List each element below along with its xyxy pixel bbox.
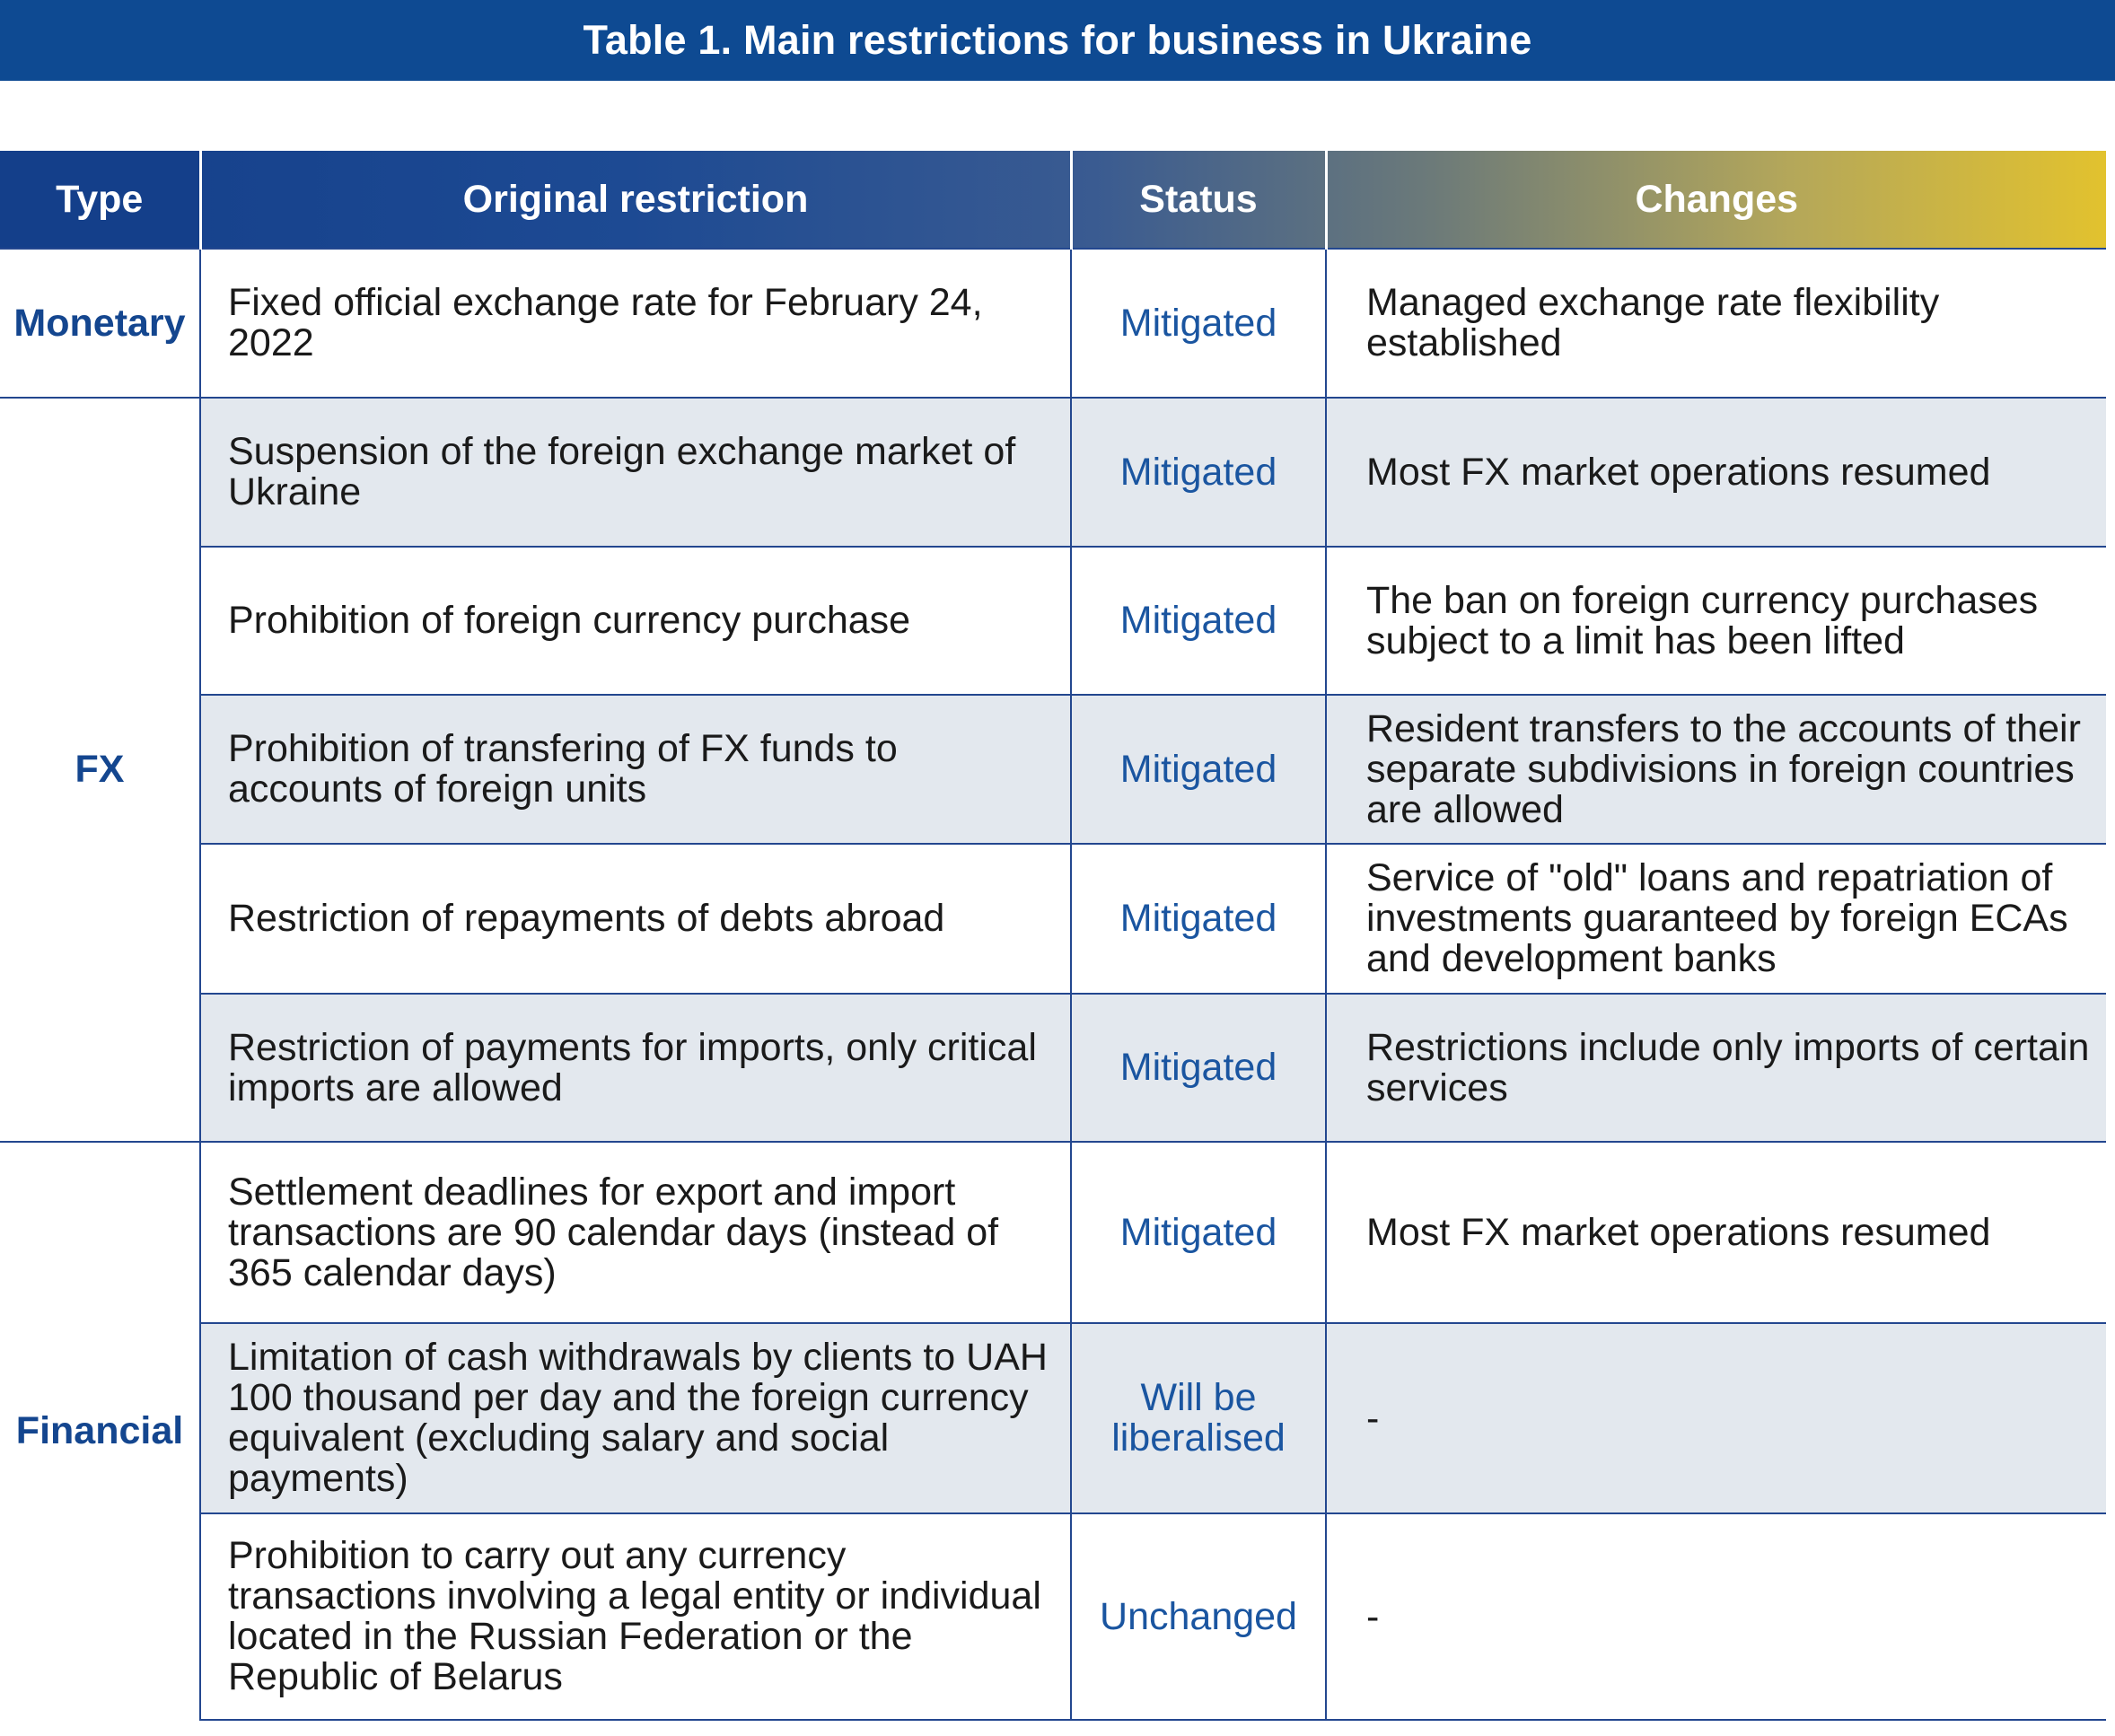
original-restriction-cell: Suspension of the foreign exchange market of Ukraine	[200, 398, 1071, 547]
status-cell: Mitigated	[1071, 547, 1326, 695]
header-type: Type	[0, 151, 200, 249]
table-row	[0, 994, 2106, 1142]
status-cell: Mitigated	[1071, 398, 1326, 547]
changes-cell: Most FX market operations resumed	[1326, 398, 2106, 547]
status-cell: Mitigated	[1071, 994, 1326, 1142]
status-cell: Unchanged	[1071, 1513, 1326, 1720]
table-title: Table 1. Main restrictions for business in Ukraine	[0, 0, 2115, 81]
original-restriction-cell: Limitation of cash withdrawals by clients to UAH 100 thousand per day and the foreign currency equivalent (excluding salary and social payments)	[200, 1323, 1071, 1513]
original-restriction-cell: Restriction of repayments of debts abroad	[200, 844, 1071, 994]
original-restriction-cell: Prohibition to carry out any currency transactions involving a legal entity or individual located in the Russian Federation or the Republic of Belarus	[200, 1513, 1071, 1720]
original-restriction-cell: Fixed official exchange rate for February 24, 2022	[200, 249, 1071, 398]
header-row	[0, 151, 2106, 249]
changes-cell: Service of "old" loans and repatriation of investments guaranteed by foreign ECAs and development banks	[1326, 844, 2106, 994]
table-row	[0, 695, 2106, 844]
changes-cell: Restrictions include only imports of certain services	[1326, 994, 2106, 1142]
table-row	[0, 1142, 2106, 1323]
changes-cell: -	[1326, 1323, 2106, 1513]
status-cell: Mitigated	[1071, 1142, 1326, 1323]
header-status: Status	[1071, 151, 1326, 249]
changes-cell: The ban on foreign currency purchases subject to a limit has been lifted	[1326, 547, 2106, 695]
original-restriction-cell: Settlement deadlines for export and import transactions are 90 calendar days (instead of 365 calendar days)	[200, 1142, 1071, 1323]
header-original-restriction: Original restriction	[200, 151, 1071, 249]
restrictions-table	[0, 151, 2106, 1721]
table-row	[0, 547, 2106, 695]
table-row	[0, 844, 2106, 994]
changes-cell: Most FX market operations resumed	[1326, 1142, 2106, 1323]
type-cell-fx: FX	[0, 398, 200, 1142]
status-cell: Mitigated	[1071, 249, 1326, 398]
changes-cell: Managed exchange rate flexibility established	[1326, 249, 2106, 398]
table-row	[0, 398, 2106, 547]
original-restriction-cell: Prohibition of transfering of FX funds to accounts of foreign units	[200, 695, 1071, 844]
changes-cell: Resident transfers to the accounts of their separate subdivisions in foreign countries are allowed	[1326, 695, 2106, 844]
table-row	[0, 1513, 2106, 1720]
changes-cell: -	[1326, 1513, 2106, 1720]
table-row	[0, 249, 2106, 398]
status-cell: Mitigated	[1071, 844, 1326, 994]
header-changes: Changes	[1326, 151, 2106, 249]
status-cell: Will be liberalised	[1071, 1323, 1326, 1513]
table-row	[0, 1323, 2106, 1513]
status-cell: Mitigated	[1071, 695, 1326, 844]
type-cell-financial: Financial	[0, 1142, 200, 1720]
type-cell-monetary: Monetary	[0, 249, 200, 398]
original-restriction-cell: Prohibition of foreign currency purchase	[200, 547, 1071, 695]
original-restriction-cell: Restriction of payments for imports, only critical imports are allowed	[200, 994, 1071, 1142]
